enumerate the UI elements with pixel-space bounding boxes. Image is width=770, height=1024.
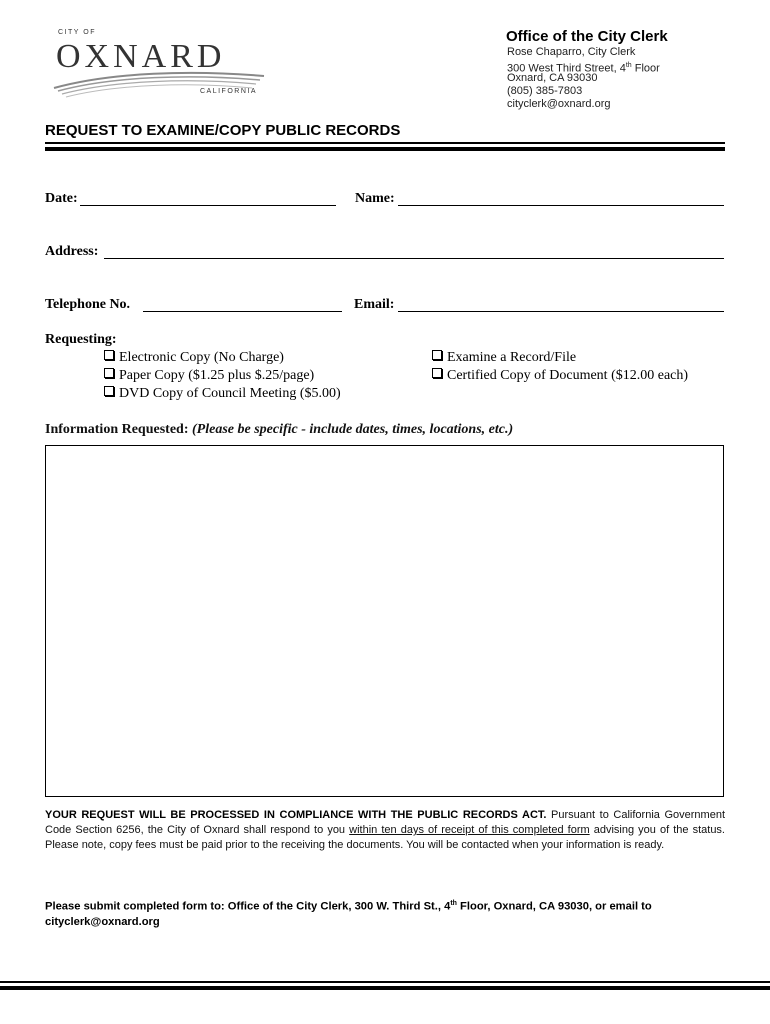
checkbox-icon[interactable] (104, 386, 114, 396)
logo-state: CALIFORNIA (200, 88, 258, 95)
option-paper-copy[interactable]: Paper Copy ($1.25 plus $.25/page) (104, 368, 314, 384)
option-dvd-copy[interactable]: DVD Copy of Council Meeting ($5.00) (104, 386, 341, 402)
submit-instructions: Please submit completed form to: Office of the City Clerk, 300 W. Third St., 4th Floor, Oxnard, CA 93030, or email to cityclerk@oxnard.org (45, 900, 652, 928)
logo-swoosh-icon (52, 60, 267, 105)
clerk-city: Oxnard, CA 93030 (507, 72, 598, 84)
address-label: Address: (45, 244, 99, 259)
address-field[interactable] (104, 244, 724, 259)
form-title: REQUEST TO EXAMINE/COPY PUBLIC RECORDS (45, 122, 401, 139)
telephone-label: Telephone No. (45, 297, 131, 312)
checkbox-icon[interactable] (432, 368, 442, 378)
telephone-field[interactable] (143, 297, 342, 312)
info-requested-label: Information Requested: (Please be specific - include dates, times, locations, etc.) (45, 422, 514, 437)
title-rule-thin (45, 142, 725, 144)
email-label: Email: (354, 297, 395, 312)
footer-rule-thin (0, 981, 770, 983)
date-field[interactable] (80, 191, 336, 206)
logo-wordmark: OXNARD (56, 38, 226, 75)
clerk-email: cityclerk@oxnard.org (507, 98, 611, 110)
info-requested-textarea[interactable] (45, 445, 724, 797)
clerk-name: Rose Chaparro, City Clerk (507, 46, 636, 58)
info-requested-hint: (Please be specific - include dates, times, locations, etc.) (192, 422, 514, 437)
option-examine-record[interactable]: Examine a Record/File (432, 350, 576, 366)
compliance-notice: YOUR REQUEST WILL BE PROCESSED IN COMPLIANCE WITH THE PUBLIC RECORDS ACT. Pursuant to California Government Code Section 6256, the City of Oxnard shall respond to you within ten days of receipt of this completed form advising you of the status. Please note, copy fees must be paid prior to the receiving the documents. You will be contacted when your information is ready. (45, 809, 726, 851)
checkbox-icon[interactable] (104, 368, 114, 378)
checkbox-icon[interactable] (432, 350, 442, 360)
clerk-phone: (805) 385-7803 (507, 85, 583, 97)
option-electronic-copy[interactable]: Electronic Copy (No Charge) (104, 350, 284, 366)
name-label: Name: (355, 191, 395, 206)
logo-city-of: CITY OF (58, 29, 96, 36)
email-field[interactable] (398, 297, 724, 312)
requesting-label: Requesting: (45, 332, 117, 347)
footer-rule-thick (0, 986, 770, 990)
clerk-address: 300 West Third Street, 4th Floor (507, 62, 660, 75)
name-field[interactable] (398, 191, 724, 206)
title-rule-thick (45, 147, 725, 151)
checkbox-icon[interactable] (104, 350, 114, 360)
clerk-office-title: Office of the City Clerk (506, 28, 668, 45)
option-certified-copy[interactable]: Certified Copy of Document ($12.00 each) (432, 368, 688, 384)
date-label: Date: (45, 191, 78, 206)
